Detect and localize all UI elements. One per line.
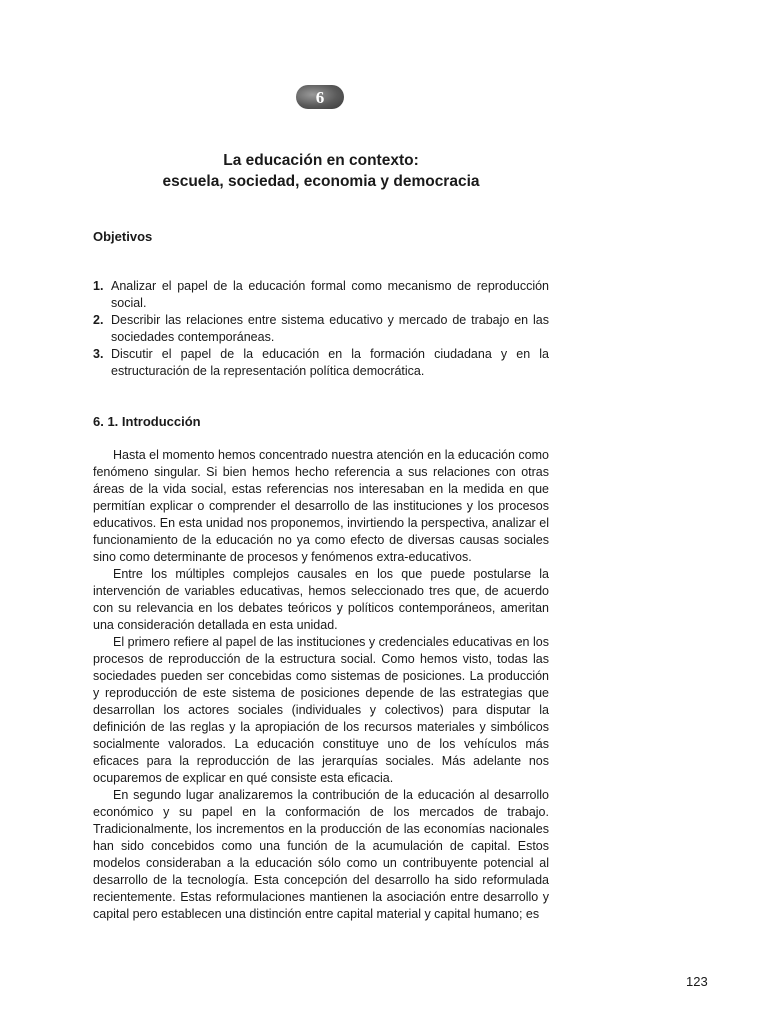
objective-text: Describir las relaciones entre sistema educativo y mercado de trabajo en las sociedades contemporáneas. — [111, 313, 549, 344]
chapter-number-badge — [296, 85, 344, 109]
objective-text: Analizar el papel de la educación formal como mecanismo de reproducción social. — [111, 279, 549, 310]
body-paragraph: El primero refiere al papel de las instituciones y credenciales educativas en los procesos de reproducción de la estructura social. Como hemos visto, todas las sociedades pueden ser concebidas como sistemas de posiciones. La producción y reproducción de este sistema de posiciones depende de las estrategias que desarrollan los actores sociales (individuales y colectivos) para disputar la definición de las reglas y la apropiación de los recursos materiales y simbólicos socialmente valorados. La educación constituye uno de los vehículos más eficaces para la reproducción de las jerarquías sociales. Más adelante nos ocuparemos de explicar en qué consiste esta eficacia. — [93, 635, 549, 785]
body-paragraph: En segundo lugar analizaremos la contribución de la educación al desarrollo económico y su papel en la conformación de los mercados de trabajo. Tradicionalmente, los incrementos en la producción de las economías nacionales han sido concebidos como una función de la acumulación de capital. Estos modelos consideraban a la educación sólo como un contribuyente potencial al desarrollo de la tecnología. Esta concepción del desarrollo ha sido reformulada recientemente. Estas reformulaciones mantienen la asociación entre desarrollo y capital pero establecen una distinción entre capital material y capital humano; es — [93, 788, 549, 921]
objective-item — [93, 346, 549, 380]
chapter-title — [93, 150, 549, 192]
section-heading: 6. 1. Introducción — [93, 414, 201, 429]
chapter-title-line-2: escuela, sociedad, economia y democracia — [162, 173, 480, 190]
objective-number: 3. — [93, 347, 104, 361]
objective-item — [93, 312, 549, 346]
objectives-list — [93, 278, 549, 380]
section-body — [93, 447, 549, 923]
chapter-title-line-1: La educación en contexto: — [223, 152, 419, 169]
body-paragraph: Hasta el momento hemos concentrado nuestra atención en la educación como fenómeno singular. Si bien hemos hecho referencia a sus relaciones con otras áreas de la vida social, estas referencias nos interesaban en la medida en que permitían explicar o comprender el desarrollo de las instituciones y los procesos educativos. En esta unidad nos proponemos, invirtiendo la perspectiva, analizar el funcionamiento de la educación no ya como efecto de diversas causas sociales sino como determinante de procesos y fenómenos extra-educativos. — [93, 448, 549, 564]
objective-item — [93, 278, 549, 312]
objective-text: Discutir el papel de la educación en la formación ciudadana y en la estructuración de la representación política democrática. — [111, 347, 549, 378]
chapter-number: 6 — [315, 87, 325, 107]
objective-number: 1. — [93, 279, 104, 293]
body-paragraph: Entre los múltiples complejos causales en los que puede postularse la intervención de variables educativas, hemos seleccionado tres que, de acuerdo con su relevancia en los debates teóricos y políticos contemporáneos, ameritan una consideración detallada en esta unidad. — [93, 567, 549, 632]
page-number: 123 — [686, 974, 708, 989]
objectives-heading: Objetivos — [93, 229, 153, 244]
objective-number: 2. — [93, 313, 104, 327]
